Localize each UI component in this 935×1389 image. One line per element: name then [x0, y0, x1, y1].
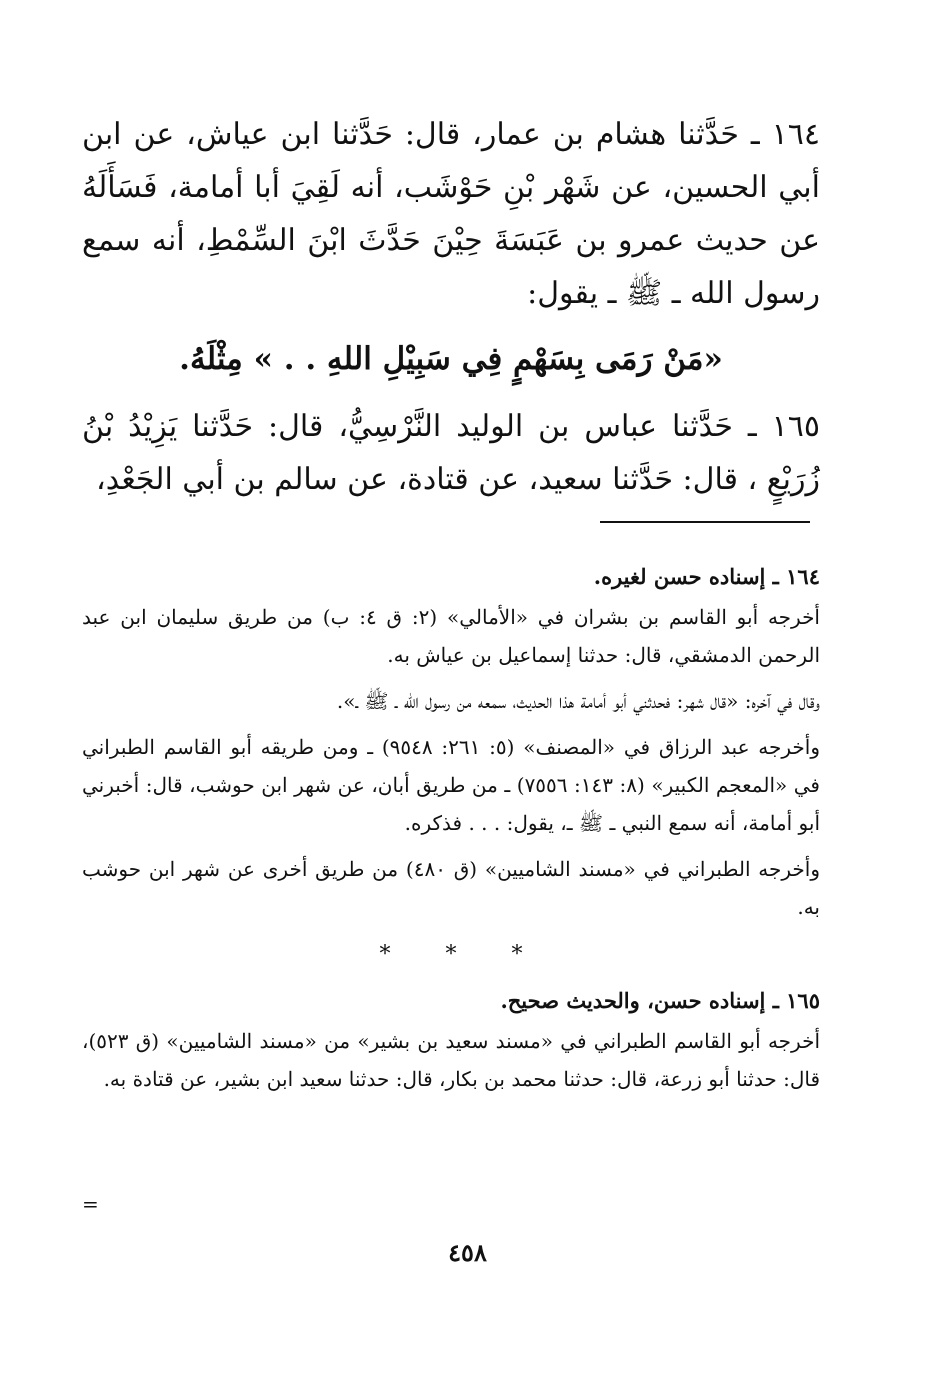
footnotes — [82, 558, 820, 1098]
note-164-paragraph-1: أخرجه أبو القاسم بن بشران في «الأمالي» (٢: ق ٤: ب) من طريق سليمان ابن عبد الرحمن الدمشقي، قال: حدثنا إسماعيل بن عياش به. — [82, 605, 820, 667]
hadith-165-chain: ١٦٥ ـ حَدَّثنا عباس بن الوليد النَّرْسِيُّ، قال: حَدَّثنا يَزِيْدُ بْنُ زُرَيْعٍ ، قال: حَدَّثنا سعيد، عن قتادة، عن سالم بن أبي الجَعْدِ، — [82, 409, 820, 497]
continuation-mark: = — [82, 1192, 99, 1216]
section-divider-stars: * * * — [379, 942, 523, 967]
note-165-heading: ١٦٥ ـ إسناده حسن، والحديث صحيح. — [500, 988, 820, 1013]
main-text — [82, 108, 820, 506]
note-165-paragraph-1: أخرجه أبو القاسم الطبراني في «مسند سعيد بن بشير» من «مسند الشاميين» (ق ٥٢٣)، قال: حدثنا أبو زرعة، قال: حدثنا محمد بن بكار، قال: حدثنا سعيد ابن بشير، عن قتادة به. — [82, 1029, 820, 1091]
hadith-164-text: «مَنْ رَمَى بِسَهْمٍ فِي سَبِيْلِ اللهِ . . » مِثْلَهُ. — [179, 341, 723, 377]
note-164-heading: ١٦٤ ـ إسناده حسن لغيره. — [593, 564, 820, 589]
page-number: ٤٥٨ — [448, 1238, 487, 1267]
note-164-paragraph-2: وقال في آخره: «قال شهر: فحدثني أبو أمامة هذا الحديث، سمعه من رسول الله ـ ﷺ ـ». — [336, 689, 820, 713]
footnote-separator — [600, 521, 810, 523]
note-164-paragraph-4: وأخرجه الطبراني في «مسند الشاميين» (ق ٤٨٠) من طريق أخرى عن شهر ابن حوشب به. — [82, 857, 821, 919]
hadith-164-chain: ١٦٤ ـ حَدَّثنا هشام بن عمار، قال: حَدَّثنا ابن عياش، عن ابن أبي الحسين، عن شَهْر بْنِ حَوْشَب، أنه لَقِيَ أبا أمامة، فَسَأَلَهُ عن حديث عمرو بن عَبَسَةَ حِيْنَ حَدَّثَ ابْنَ السِّمْطِ، أنه سمع رسول الله ـ ﷺ ـ يقول: — [82, 117, 820, 311]
note-164-paragraph-3: وأخرجه عبد الرزاق في «المصنف» (٥: ٢٦١: ٩٥٤٨) ـ ومن طريقه أبو القاسم الطبراني في «المعجم الكبير» (٨: ١٤٣: ٧٥٥٦) ـ من طريق أبان، عن شهر ابن حوشب، قال: أخبرني أبو أمامة، أنه سمع النبي ـ ﷺ ـ، يقول: . . . فذكره. — [82, 735, 820, 835]
